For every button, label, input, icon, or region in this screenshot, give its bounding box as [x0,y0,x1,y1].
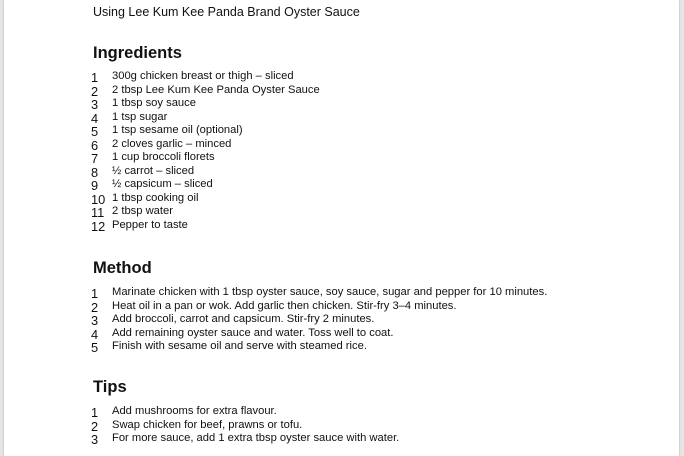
list-item-text: ½ capsicum – sliced [112,178,213,190]
list-item-number: 1 [91,405,99,420]
list-item-text: ½ carrot – sliced [112,164,195,177]
list-item-text: Add mushrooms for extra flavour. [112,405,277,417]
tips-heading: Tips [93,378,127,396]
list-item-text: Add remaining oyster sauce and water. Toss well to coat. [112,326,394,339]
list-item-number: 4 [91,110,99,126]
list-item-text: 1 tbsp cooking oil [112,191,199,204]
list-item-text: Pepper to taste [112,218,188,231]
list-item-text: 1 cup broccoli florets [112,151,215,163]
list-item-text: 300g chicken breast or thigh – sliced [112,70,294,82]
list-item-number: 8 [91,164,99,180]
list-item-number: 5 [91,124,99,139]
list-item-text: For more sauce, add 1 extra tbsp oyster sauce with water. [112,432,400,444]
list-item-number: 5 [91,340,99,355]
list-item-number: 3 [91,97,99,112]
list-item-number: 11 [91,205,105,220]
list-item-text: 1 tsp sugar [112,110,168,123]
list-item-text: Finish with sesame oil and serve with steamed rice. [112,340,367,352]
list-item-number: 1 [91,286,99,301]
list-item-text: 1 tbsp soy sauce [112,97,196,109]
list-item-number: 1 [91,70,99,85]
list-item-number: 10 [91,191,106,207]
list-item-text: 2 cloves garlic – minced [112,137,232,150]
list-item-text: 2 tbsp Lee Kum Kee Panda Oyster Sauce [112,83,320,96]
list-item-number: 7 [91,151,99,166]
list-item-number: 9 [91,178,99,193]
list-item-number: 4 [91,326,99,342]
list-item-text: Add broccoli, carrot and capsicum. Stir-fry 2 minutes. [112,313,375,325]
recipe-subtitle: Using Lee Kum Kee Panda Brand Oyster Sauce [93,5,360,19]
list-item-text: 2 tbsp water [112,205,173,217]
list-item-text: Marinate chicken with 1 tbsp oyster sauce, soy sauce, sugar and pepper for 10 minutes. [112,286,548,298]
list-item-text: Heat oil in a pan or wok. Add garlic then chicken. Stir-fry 3–4 minutes. [112,299,457,312]
document-page [4,0,679,456]
list-item-number: 3 [91,313,99,328]
list-item-text: 1 tsp sesame oil (optional) [112,124,243,136]
list-item-number: 2 [91,83,99,99]
method-heading: Method [93,259,152,277]
list-item-number: 12 [91,218,106,234]
list-item-number: 6 [91,137,99,153]
list-item-number: 3 [91,432,99,447]
list-item-number: 2 [91,418,99,434]
list-item-number: 2 [91,299,99,315]
list-item-text: Swap chicken for beef, prawns or tofu. [112,418,303,431]
ingredients-heading: Ingredients [93,44,182,62]
